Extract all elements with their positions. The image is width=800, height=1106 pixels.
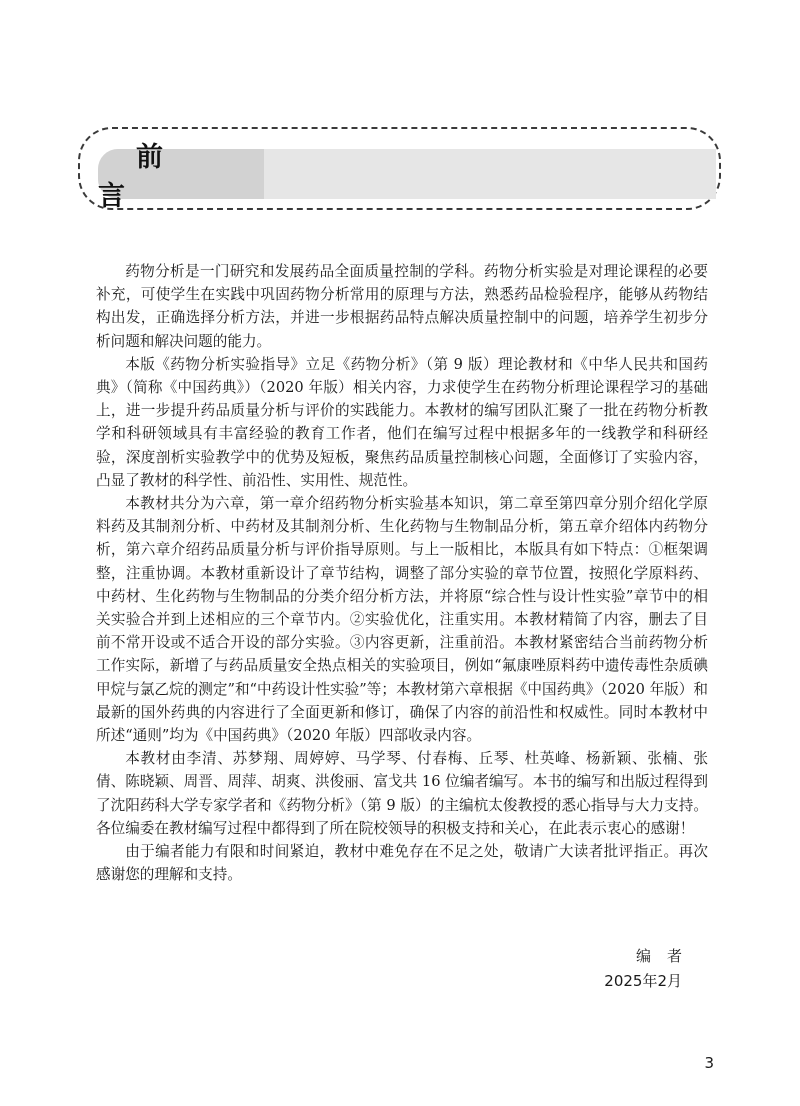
paragraph-closing: 由于编者能力有限和时间紧迫，教材中难免存在不足之处，敬请广大读者批评指正。再次感谢您的理解和支持。 <box>96 843 708 884</box>
page-title: 前言 <box>98 142 201 212</box>
signature-date: 2025年2月 <box>604 972 682 990</box>
page-number: 3 <box>704 1054 714 1072</box>
paragraph-structure: 本教材共分为六章，第一章介绍药物分析实验基本知识，第二章至第四章分别介绍化学原料药及其制剂分析、中药材及其制剂分析、生化药物与生物制品分析，第五章介绍体内药物分析，第六章介绍药品质量分析与评价指导原则。与上一版相比，本版具有如下特点：①框架调整，注重协调。本教材重新设计了章节结构，调整了部分实验的章节位置，按照化学原料药、中药材、生化药物与生物制品的分类介绍分析方法，并将原“综合性与设计性实验”章节中的相关实验合并到上述相应的三个章节内。②实验优化，注重实用。本教材精简了内容，删去了目前不常开设或不适合开设的部分实验。③内容更新，注重前沿。本教材紧密结合当前药物分析工作实际，新增了与药品质量安全热点相关的实验项目，例如“氟康唑原料药中遗传毒性杂质碘甲烷与氯乙烷的测定”和“中药设计性实验”等；本教材第六章根据《中国药典》（2020 年版）和最新的国外药典的内容进行了全面更新和修订，确保了内容的前沿性和权威性。同时本教材中所述“通则”均为《中国药典》（2020 年版）四部收录内容。 <box>96 495 708 745</box>
preface-body <box>96 260 708 886</box>
paragraph-authors: 本教材由李清、苏梦翔、周婷婷、马学琴、付春梅、丘琴、杜英峰、杨新颖、张楠、张倩、陈晓颖、周晋、周萍、胡爽、洪俊丽、富戈共 16 位编者编写。本书的编写和出版过程得到了沈阳药科大学专家学者和《药物分析》（第 9 版）的主编杭太俊教授的悉心指导与大力支持。各位编委在教材编写过程中都得到了所在院校领导的积极支持和关心，在此表示衷心的感谢！ <box>96 750 708 837</box>
signature-name: 编者 <box>635 947 698 965</box>
paragraph-edition: 本版《药物分析实验指导》立足《药物分析》（第 9 版）理论教材和《中华人民共和国药典》（简称《中国药典》）（2020 年版）相关内容，力求使学生在药物分析理论课程学习的基础上，进一步提升药品质量分析与评价的实践能力。本教材的编写团队汇聚了一批在药物分析教学和科研领域具有丰富经验的教育工作者，他们在编写过程中根据多年的一线教学和科研经验，深度剖析实验教学中的优势及短板，聚焦药品质量控制核心问题，全面修订了实验内容，凸显了教材的科学性、前沿性、实用性、规范性。 <box>96 355 708 489</box>
paragraph-intro: 药物分析是一门研究和发展药品全面质量控制的学科。药物分析实验是对理论课程的必要补充，可使学生在实践中巩固药物分析常用的原理与方法，熟悉药品检验程序，能够从药物结构出发，正确选择分析方法，并进一步根据药品特点解决质量控制中的问题，培养学生初步分析问题和解决问题的能力。 <box>96 263 708 350</box>
signature-block <box>604 944 698 994</box>
